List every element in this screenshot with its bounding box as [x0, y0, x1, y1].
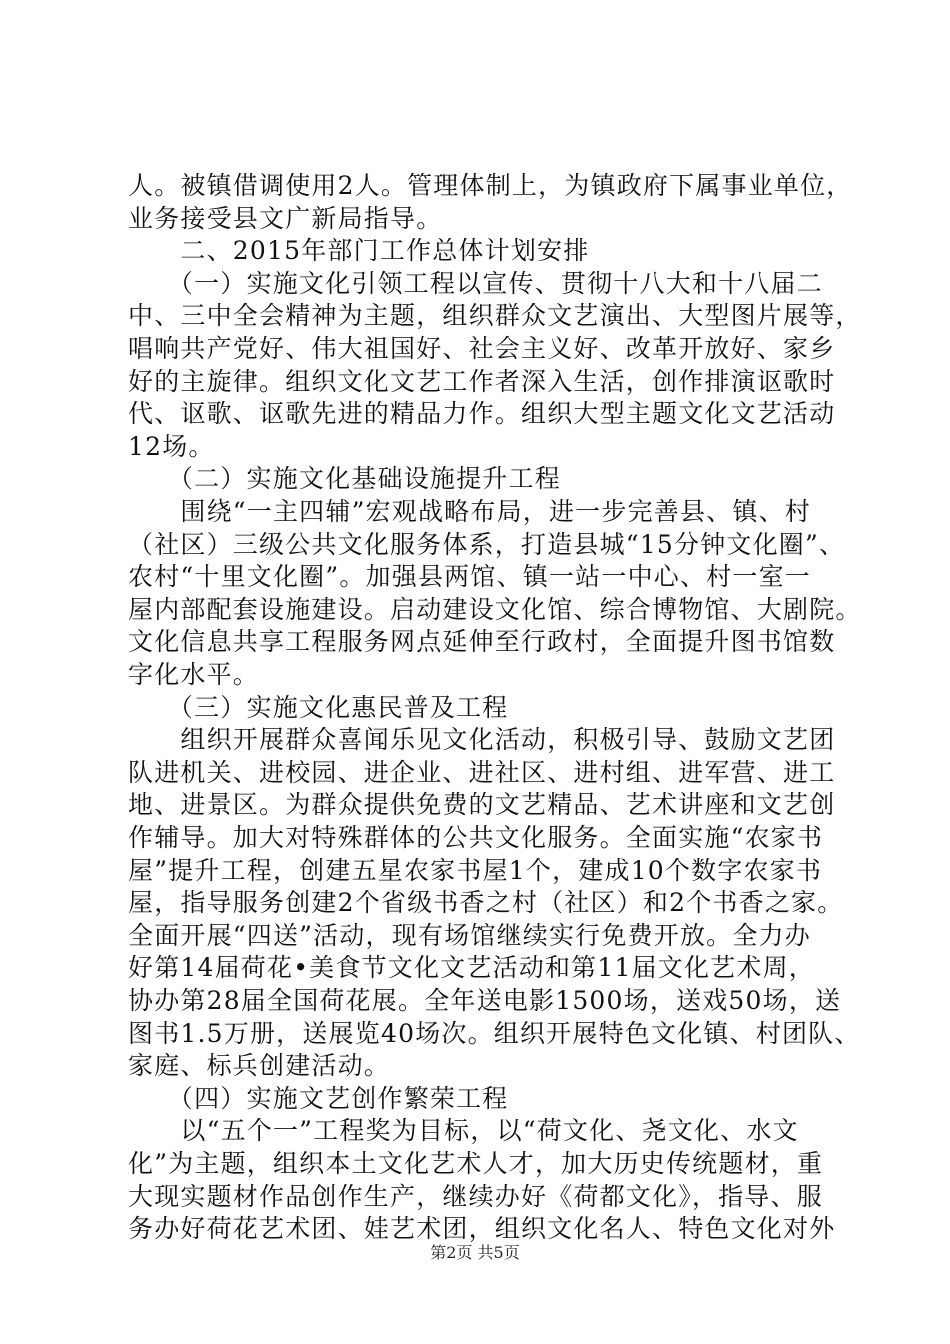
text-line: （社区）三级公共文化服务体系，打造县城“15分钟文化圈”、 [128, 530, 846, 559]
text-line: （二）实施文化基础设施提升工程 [128, 464, 561, 493]
text-line: 组织开展群众喜闻乐见文化活动，积极引导、鼓励文艺团 [128, 725, 836, 754]
text-line: 化”为主题，组织本土文化艺术人才，加大历史传统题材，重 [128, 1149, 824, 1178]
text-line: 中、三中全会精神为主题，组织群众文艺演出、大型图片展等， [128, 301, 862, 330]
page-footer: 第2页 共5页 [430, 1243, 520, 1262]
text-line: 好的主旋律。组织文化文艺工作者深入生活，创作排演讴歌时 [128, 367, 836, 396]
text-line: 屋，指导服务创建2个省级书香之村（社区）和2个书香之家。 [128, 888, 844, 917]
text-line: 好第14届荷花•美食节文化文艺活动和第11届文化艺术周， [128, 953, 815, 982]
text-line: 文化信息共享工程服务网点延伸至行政村，全面提升图书馆数 [128, 627, 836, 656]
text-line: 以“五个一”工程奖为目标，以“荷文化、尧文化、水文 [128, 1116, 799, 1145]
text-line: 协办第28届全国荷花展。全年送电影1500场，送戏50场，送 [128, 986, 842, 1015]
text-line: 作辅导。加大对特殊群体的公共文化服务。全面实施“农家书 [128, 823, 824, 852]
text-line: （四）实施文艺创作繁荣工程 [128, 1084, 509, 1113]
text-line: 代、讴歌、讴歌先进的精品力作。组织大型主题文化文艺活动 [128, 399, 836, 428]
text-line: 人。被镇借调使用2人。管理体制上，为镇政府下属事业单位， [128, 171, 853, 200]
text-line: 屋”提升工程，创建五星农家书屋1个，建成10个数字农家书 [128, 856, 823, 885]
text-line: 务办好荷花艺术团、娃艺术团，组织文化名人、特色文化对外 [128, 1214, 836, 1243]
text-line: 屋内部配套设施建设。启动建设文化馆、综合博物馆、大剧院。 [128, 595, 862, 624]
text-line: 图书1.5万册，送展览40场次。组织开展特色文化镇、村团队、 [128, 1019, 861, 1048]
text-line: 唱响共产党好、伟大祖国好、社会主义好、改革开放好、家乡 [128, 334, 836, 363]
text-line: （三）实施文化惠民普及工程 [128, 693, 509, 722]
text-line: （一）实施文化引领工程以宣传、贯彻十八大和十八届二 [128, 269, 823, 298]
text-line: 字化水平。 [128, 660, 260, 689]
text-line: 12场。 [128, 432, 215, 461]
text-line: 家庭、标兵创建活动。 [128, 1051, 391, 1080]
text-line: 围绕“一主四辅”宏观战略布局，进一步完善县、镇、村 [128, 497, 811, 526]
text-line: 业务接受县文广新局指导。 [128, 204, 443, 233]
text-line: 地、进景区。为群众提供免费的文艺精品、艺术讲座和文艺创 [128, 790, 836, 819]
text-line: 农村“十里文化圈”。加强县两馆、镇一站一中心、村一室一 [128, 562, 811, 591]
text-line: 大现实题材作品创作生产，继续办好《荷都文化》，指导、服 [128, 1182, 823, 1211]
text-line: 队进机关、进校园、进企业、进社区、进村组、进军营、进工 [128, 758, 836, 787]
text-line: 二、2015年部门工作总体计划安排 [128, 236, 590, 265]
text-line: 全面开展“四送”活动，现有场馆继续实行免费开放。全力办 [128, 921, 811, 950]
